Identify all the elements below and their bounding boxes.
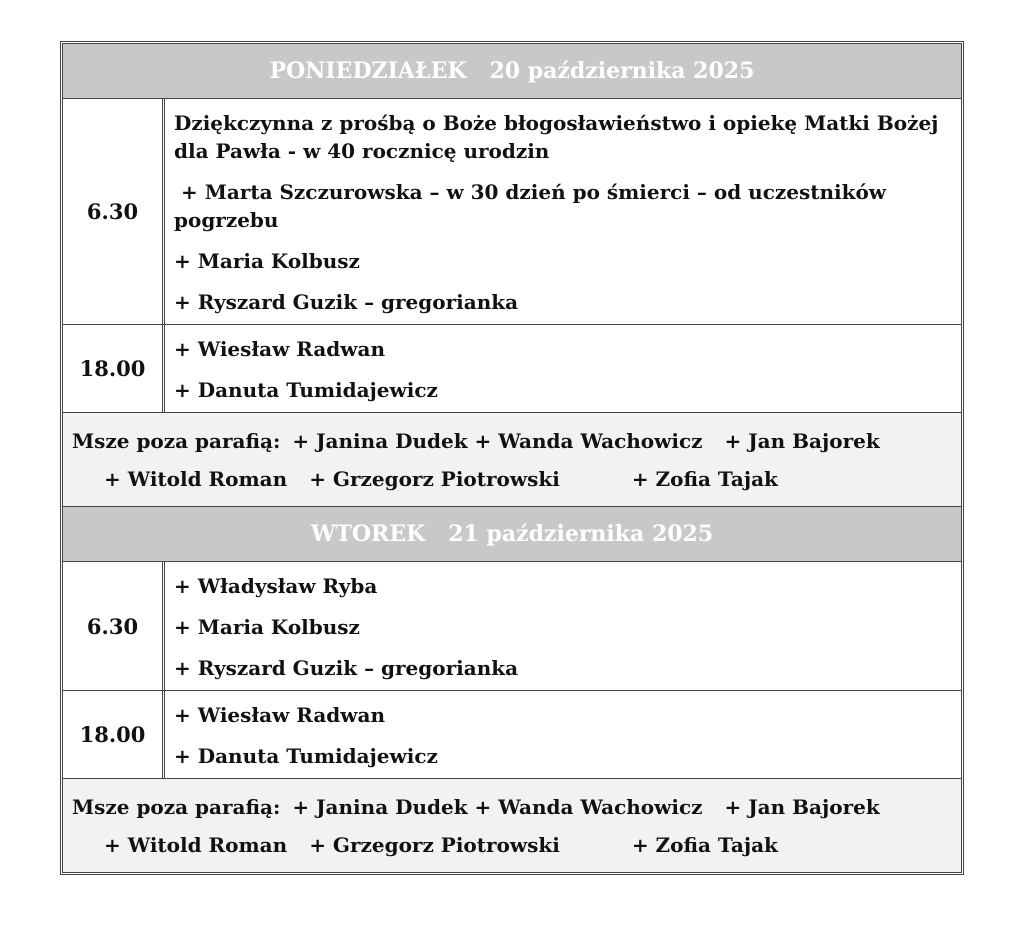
mass-row-tuesday-0630 xyxy=(63,562,961,691)
mass-schedule-table xyxy=(60,41,964,875)
intentions-list xyxy=(165,691,961,778)
outside-parish-masses-monday xyxy=(63,413,961,507)
outside-line-1 xyxy=(72,422,951,460)
outside-line-2 xyxy=(72,826,951,864)
intention-item: + Danuta Tumidajewicz xyxy=(174,744,438,768)
mass-row-tuesday-1800 xyxy=(63,691,961,779)
outside-intention: + Jan Bajorek xyxy=(724,429,880,453)
outside-intention: + Zofia Tajak xyxy=(631,467,778,491)
outside-label: Msze poza parafią: xyxy=(72,429,281,453)
intention-item: + Ryszard Guzik – gregorianka xyxy=(174,290,519,314)
outside-intention: + Grzegorz Piotrowski xyxy=(309,467,560,491)
intention-item: + Wiesław Radwan xyxy=(174,337,385,361)
intention-item: + Marta Szczurowska – w 30 dzień po śmierci – od uczestników pogrzebu xyxy=(174,180,893,232)
intentions-list xyxy=(165,325,961,412)
outside-parish-masses-tuesday xyxy=(63,779,961,872)
mass-row-monday-0630 xyxy=(63,99,961,325)
intention-item: + Maria Kolbusz xyxy=(174,615,360,639)
intention-item: + Ryszard Guzik – gregorianka xyxy=(174,656,519,680)
outside-label: Msze poza parafią: xyxy=(72,795,281,819)
outside-intention: + Jan Bajorek xyxy=(724,795,880,819)
intention-item: + Danuta Tumidajewicz xyxy=(174,378,438,402)
mass-time: 6.30 xyxy=(63,99,165,324)
outside-intention: + Zofia Tajak xyxy=(631,833,778,857)
mass-time: 18.00 xyxy=(63,325,165,412)
mass-row-monday-1800 xyxy=(63,325,961,413)
intention-item: + Maria Kolbusz xyxy=(174,249,360,273)
intentions-list xyxy=(165,99,961,324)
outside-intention: + Witold Roman xyxy=(104,833,288,857)
day-header-tuesday: WTOREK 21 października 2025 xyxy=(63,507,961,562)
outside-intention: + Janina Dudek xyxy=(292,429,468,453)
mass-time: 18.00 xyxy=(63,691,165,778)
outside-line-1 xyxy=(72,788,951,826)
outside-intention: + Wanda Wachowicz xyxy=(474,795,703,819)
outside-intention: + Grzegorz Piotrowski xyxy=(309,833,560,857)
outside-intention: + Wanda Wachowicz xyxy=(474,429,703,453)
intention-item: + Władysław Ryba xyxy=(174,574,378,598)
intention-item: Dziękczynna z prośbą o Boże błogosławieństwo i opiekę Matki Bożej dla Pawła - w 40 rocznicę urodzin xyxy=(174,111,939,163)
outside-intention: + Witold Roman xyxy=(104,467,288,491)
outside-intention: + Janina Dudek xyxy=(292,795,468,819)
outside-line-2 xyxy=(72,460,951,498)
intention-item: + Wiesław Radwan xyxy=(174,703,385,727)
day-header-monday: PONIEDZIAŁEK 20 października 2025 xyxy=(63,44,961,99)
intentions-list xyxy=(165,562,961,690)
mass-time: 6.30 xyxy=(63,562,165,690)
